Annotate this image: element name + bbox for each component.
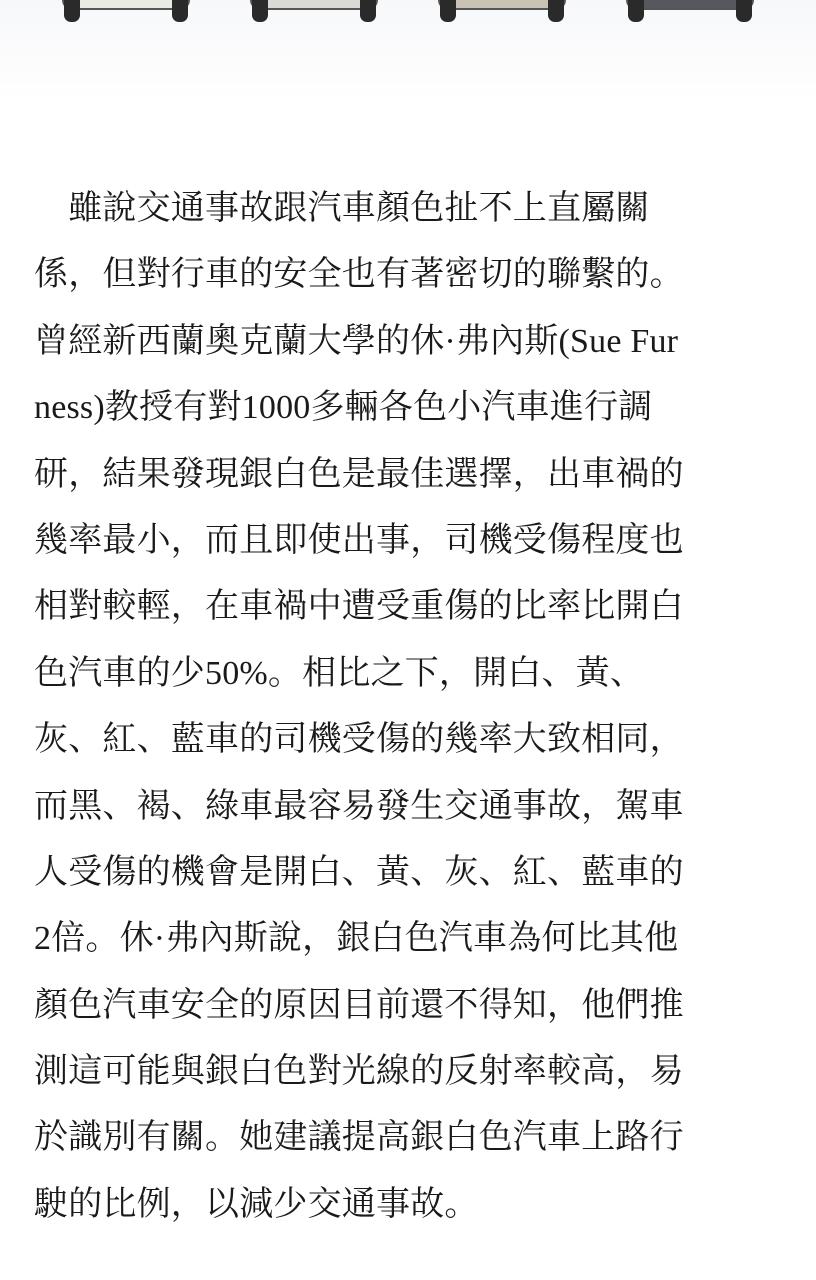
article-text-line: 曾經新西蘭奧克蘭大學的休·弗內斯(Sue Fur — [34, 322, 679, 360]
article-body — [34, 176, 794, 1238]
article-text-line: 係，但對行車的安全也有著密切的聯繫的。 — [34, 256, 684, 294]
article-text-line: 色汽車的少50%。相比之下，開白、黃、 — [34, 654, 645, 692]
article-text-line: 駛的比例，以減少交通事故。 — [34, 1185, 479, 1223]
article-text-line: 雖說交通事故跟汽車顏色扯不上直屬關 — [34, 190, 650, 227]
article-text-line: 而黑、褐、綠車最容易發生交通事故，駕車 — [34, 787, 684, 825]
car-colors-image — [0, 0, 816, 100]
car-icon — [626, 0, 754, 22]
article-text-line: 灰、紅、藍車的司機受傷的幾率大致相同， — [34, 721, 684, 759]
article-text-line: 研，結果發現銀白色是最佳選擇，出車禍的 — [34, 455, 684, 493]
article-text-line: 人受傷的機會是開白、黃、灰、紅、藍車的 — [34, 853, 684, 891]
article-text-line: 顏色汽車安全的原因目前還不得知，他們推 — [34, 986, 684, 1024]
article-text-line: 2倍。休·弗內斯說，銀白色汽車為何比其他 — [34, 920, 679, 958]
car-icon — [250, 0, 378, 22]
article-text-line: 於識別有關。她建議提高銀白色汽車上路行 — [34, 1119, 684, 1157]
car-icon — [438, 0, 566, 22]
article-text-line: 幾率最小，而且即使出事，司機受傷程度也 — [34, 521, 684, 559]
article-text-line: 測這可能與銀白色對光線的反射率較高，易 — [34, 1053, 684, 1091]
car-icon — [62, 0, 190, 22]
article-text-line: 相對較輕，在車禍中遭受重傷的比率比開白 — [34, 588, 684, 626]
article-text-line: ness)教授有對1000多輛各色小汽車進行調 — [34, 389, 653, 427]
